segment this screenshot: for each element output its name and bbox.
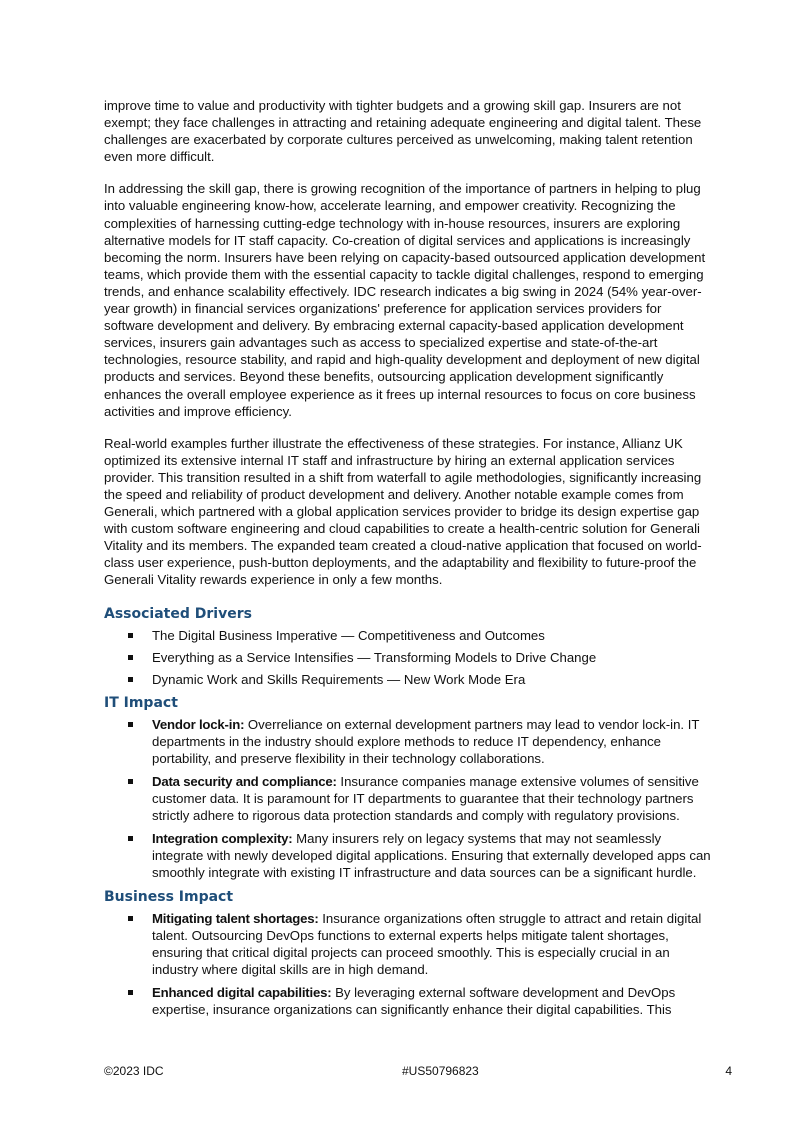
bullet-icon bbox=[128, 633, 133, 638]
item-text: By leveraging external software development and DevOps expertise, insurance organizations can significantly enhance their digital capabilities. This bbox=[152, 984, 676, 1017]
business-impact-list bbox=[104, 910, 714, 1018]
bullet-icon bbox=[128, 779, 133, 784]
list-item bbox=[104, 773, 714, 824]
it-impact-heading: IT Impact bbox=[104, 694, 178, 711]
drivers-list bbox=[104, 627, 714, 688]
bullet-icon bbox=[128, 836, 133, 841]
copyright: ©2023 IDC bbox=[104, 1064, 164, 1078]
item-label: Mitigating talent shortages: bbox=[152, 910, 319, 926]
item-label: Integration complexity: bbox=[152, 830, 293, 846]
bullet-icon bbox=[128, 916, 133, 921]
list-item-text: Everything as a Service Intensifies — Transforming Models to Drive Change bbox=[152, 649, 597, 665]
item-label: Vendor lock-in: bbox=[152, 716, 245, 732]
list-item bbox=[104, 830, 714, 881]
list-item bbox=[104, 627, 714, 644]
list-item-text: Dynamic Work and Skills Requirements — New Work Mode Era bbox=[152, 671, 526, 687]
item-text: Insurance companies manage extensive volumes of sensitive customer data. It is paramount for IT departments to guarantee that their technology partners strictly adhere to rigorous data protection standards and comply with regulatory provisions. bbox=[152, 773, 699, 823]
bullet-icon bbox=[128, 990, 133, 995]
list-item bbox=[104, 984, 714, 1018]
document-id: #US50796823 bbox=[402, 1064, 479, 1078]
item-text: Many insurers rely on legacy systems that may not seamlessly integrate with newly developed digital applications. Ensuring that externally developed apps can smoothly integrate with existing IT infrastructure and data sources can be a significant hurdle. bbox=[152, 830, 711, 880]
item-label: Data security and compliance: bbox=[152, 773, 337, 789]
bullet-icon bbox=[128, 722, 133, 727]
list-item bbox=[104, 649, 714, 666]
paragraph: Real-world examples further illustrate the effectiveness of these strategies. For instance, Allianz UK optimized its extensive internal IT staff and infrastructure by hiring an external application services provider. This transition resulted in a shift from waterfall to agile methodologies, significantly increasing the speed and reliability of product development and delivery. Another notable example comes from Generali, which partnered with a global application services provider to bridge its design expertise gap with custom software engineering and cloud capabilities to create a health-centric solution for Generali Vitality and its members. The expanded team created a cloud-native application that focused on world-class user experience, push-button deployments, and the adaptability and flexibility to future-proof the Generali Vitality rewards experience in only a few months. bbox=[104, 435, 702, 588]
it-impact-list bbox=[104, 716, 714, 881]
page-number: 4 bbox=[725, 1064, 732, 1078]
document-body bbox=[104, 97, 714, 1024]
business-impact-heading: Business Impact bbox=[104, 888, 234, 905]
bullet-icon bbox=[128, 677, 133, 682]
paragraph: improve time to value and productivity with tighter budgets and a growing skill gap. Insurers are not exempt; they face challenges in attracting and retaining adequate engineering and digital talent. These challenges are exacerbated by corporate cultures perceived as unwelcoming, making talent retention even more difficult. bbox=[104, 98, 702, 165]
list-item bbox=[104, 716, 714, 767]
bullet-icon bbox=[128, 655, 133, 660]
associated-drivers-heading: Associated Drivers bbox=[104, 605, 252, 622]
item-text: Insurance organizations often struggle to attract and retain digital talent. Outsourcing DevOps functions to external experts helps mitigate talent shortages, ensuring that critical digital projects can proceed smoothly. This is especially crucial in an industry where digital skills are in high demand. bbox=[152, 910, 702, 977]
item-text: Overreliance on external development partners may lead to vendor lock-in. IT departments in the industry should explore methods to reduce IT dependency, enhance portability, and preserve flexibility in their technology collaborations. bbox=[152, 716, 700, 766]
list-item bbox=[104, 671, 714, 688]
list-item-text: The Digital Business Imperative — Competitiveness and Outcomes bbox=[152, 627, 545, 643]
item-label: Enhanced digital capabilities: bbox=[152, 984, 332, 1000]
list-item bbox=[104, 910, 714, 978]
paragraph: In addressing the skill gap, there is growing recognition of the importance of partners in helping to plug into valuable engineering know-how, accelerate learning, and empower creativity. Recognizing the complexities of harnessing cutting-edge technology with in-house resources, insurers are exploring alternative models for IT staff capacity. Co-creation of digital services and applications is increasingly becoming the norm. Insurers have been relying on capacity-based outsourced application development teams, which provide them with the essential capacity to tackle digital challenges, respond to emerging trends, and enhance scalability effectively. IDC research indicates a big swing in 2024 (54% year-over-year growth) in financial services organizations' preference for application services providers for software development and delivery. By embracing external capacity-based application development services, insurers gain advantages such as access to specialized expertise and state-of-the-art technologies, resource stability, and rapid and high-quality development and deployment of new digital products and services. Beyond these benefits, outsourcing application development significantly enhances the overall employee experience as it frees up internal resources to focus on core business activities and improve efficiency. bbox=[104, 181, 706, 419]
